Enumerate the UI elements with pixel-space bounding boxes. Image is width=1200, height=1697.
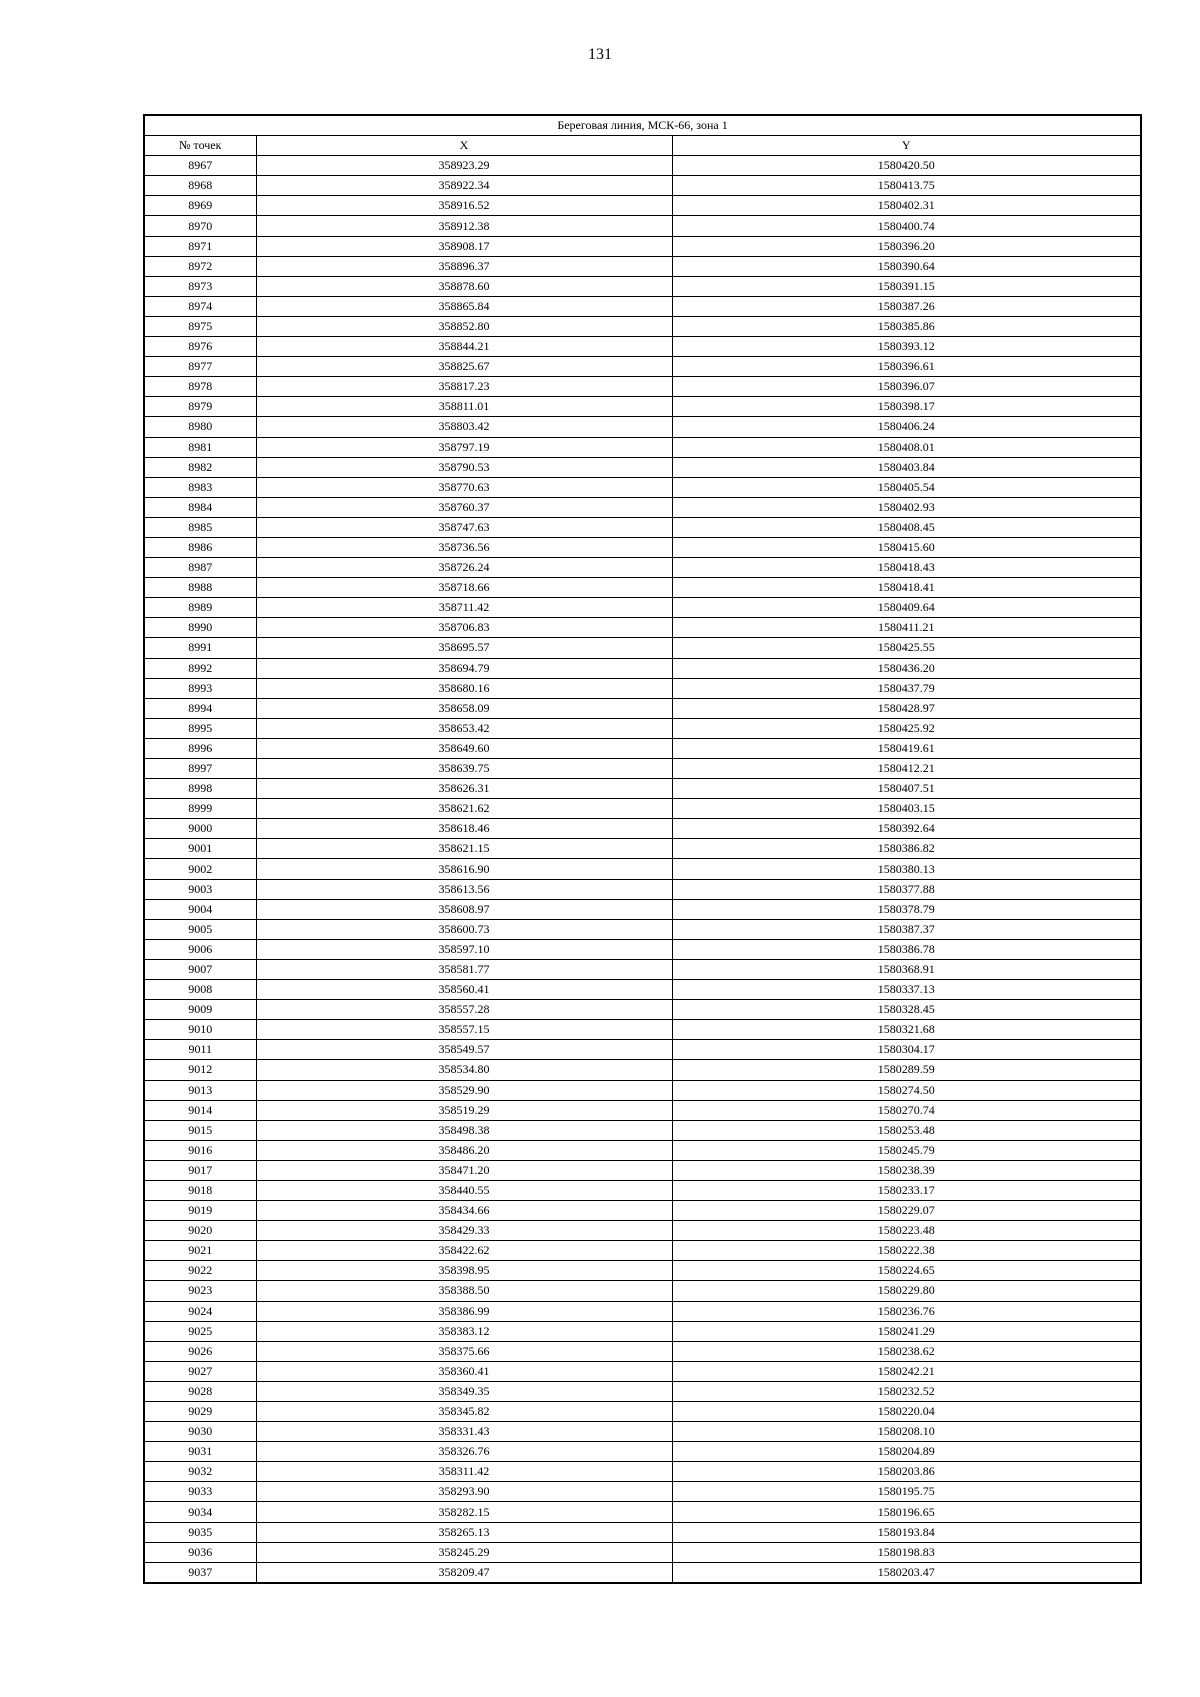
cell-point-number: 9017 [144,1160,256,1180]
cell-y: 1580220.04 [672,1402,1141,1422]
cell-point-number: 8967 [144,156,256,176]
cell-y: 1580405.54 [672,477,1141,497]
cell-x: 358639.75 [256,759,672,779]
cell-y: 1580387.37 [672,919,1141,939]
cell-x: 358811.01 [256,397,672,417]
table-row [144,377,1141,397]
cell-point-number: 8968 [144,176,256,196]
cell-y: 1580409.64 [672,598,1141,618]
table-row [144,1241,1141,1261]
table-row [144,337,1141,357]
cell-y: 1580377.88 [672,879,1141,899]
cell-point-number: 9000 [144,819,256,839]
cell-y: 1580198.83 [672,1542,1141,1562]
cell-point-number: 8969 [144,196,256,216]
table-row [144,1080,1141,1100]
table-row [144,276,1141,296]
table-header-row [144,136,1141,156]
cell-x: 358923.29 [256,156,672,176]
cell-point-number: 8971 [144,236,256,256]
cell-y: 1580396.20 [672,236,1141,256]
table-row [144,196,1141,216]
cell-x: 358896.37 [256,256,672,276]
cell-point-number: 9005 [144,919,256,939]
column-header-point-number: № точек [144,136,256,156]
cell-y: 1580408.45 [672,517,1141,537]
cell-y: 1580402.93 [672,497,1141,517]
cell-y: 1580232.52 [672,1381,1141,1401]
table-row [144,1381,1141,1401]
table-row [144,1020,1141,1040]
table-row [144,598,1141,618]
cell-x: 358616.90 [256,859,672,879]
table-row [144,638,1141,658]
cell-x: 358621.62 [256,799,672,819]
cell-y: 1580229.80 [672,1281,1141,1301]
cell-x: 358345.82 [256,1402,672,1422]
cell-point-number: 8989 [144,598,256,618]
cell-y: 1580368.91 [672,959,1141,979]
table-row [144,437,1141,457]
table-row [144,1201,1141,1221]
cell-x: 358760.37 [256,497,672,517]
cell-y: 1580413.75 [672,176,1141,196]
cell-point-number: 9004 [144,899,256,919]
table-row [144,256,1141,276]
cell-y: 1580378.79 [672,899,1141,919]
cell-y: 1580403.84 [672,457,1141,477]
cell-x: 358498.38 [256,1120,672,1140]
cell-point-number: 8999 [144,799,256,819]
cell-point-number: 8990 [144,618,256,638]
cell-y: 1580418.43 [672,558,1141,578]
cell-y: 1580393.12 [672,337,1141,357]
cell-point-number: 8979 [144,397,256,417]
cell-point-number: 9023 [144,1281,256,1301]
table-row [144,1281,1141,1301]
cell-point-number: 9033 [144,1482,256,1502]
cell-y: 1580204.89 [672,1442,1141,1462]
cell-y: 1580420.50 [672,156,1141,176]
cell-x: 358718.66 [256,578,672,598]
cell-x: 358386.99 [256,1301,672,1321]
cell-x: 358908.17 [256,236,672,256]
cell-y: 1580407.51 [672,779,1141,799]
cell-x: 358429.33 [256,1221,672,1241]
cell-x: 358695.57 [256,638,672,658]
cell-y: 1580193.84 [672,1522,1141,1542]
table-row [144,839,1141,859]
cell-point-number: 8994 [144,698,256,718]
table-row [144,216,1141,236]
cell-point-number: 8987 [144,558,256,578]
cell-x: 358865.84 [256,296,672,316]
cell-x: 358209.47 [256,1562,672,1583]
cell-y: 1580274.50 [672,1080,1141,1100]
cell-y: 1580400.74 [672,216,1141,236]
cell-point-number: 8998 [144,779,256,799]
table-row [144,1502,1141,1522]
cell-y: 1580270.74 [672,1100,1141,1120]
cell-point-number: 8974 [144,296,256,316]
cell-point-number: 9016 [144,1140,256,1160]
cell-point-number: 8982 [144,457,256,477]
cell-point-number: 9036 [144,1542,256,1562]
cell-y: 1580229.07 [672,1201,1141,1221]
cell-x: 358600.73 [256,919,672,939]
cell-x: 358293.90 [256,1482,672,1502]
cell-x: 358519.29 [256,1100,672,1120]
table-row [144,759,1141,779]
table-row [144,1060,1141,1080]
cell-y: 1580391.15 [672,276,1141,296]
cell-point-number: 9022 [144,1261,256,1281]
cell-x: 358878.60 [256,276,672,296]
table-row [144,1040,1141,1060]
cell-x: 358608.97 [256,899,672,919]
cell-y: 1580403.15 [672,799,1141,819]
cell-point-number: 9029 [144,1402,256,1422]
cell-x: 358626.31 [256,779,672,799]
cell-x: 358326.76 [256,1442,672,1462]
cell-y: 1580411.21 [672,618,1141,638]
cell-x: 358916.52 [256,196,672,216]
cell-x: 358747.63 [256,517,672,537]
table-row [144,1422,1141,1442]
table-row [144,678,1141,698]
cell-x: 358803.42 [256,417,672,437]
table-caption-row [144,115,1141,136]
cell-point-number: 9031 [144,1442,256,1462]
cell-x: 358844.21 [256,337,672,357]
cell-y: 1580415.60 [672,537,1141,557]
table-row [144,718,1141,738]
cell-y: 1580406.24 [672,417,1141,437]
cell-point-number: 9015 [144,1120,256,1140]
table-row [144,537,1141,557]
table-row [144,457,1141,477]
table-row [144,819,1141,839]
cell-x: 358597.10 [256,939,672,959]
table-row [144,1301,1141,1321]
cell-point-number: 8981 [144,437,256,457]
cell-point-number: 8988 [144,578,256,598]
cell-y: 1580289.59 [672,1060,1141,1080]
table-row [144,578,1141,598]
cell-y: 1580392.64 [672,819,1141,839]
table-row [144,899,1141,919]
cell-y: 1580203.86 [672,1462,1141,1482]
cell-point-number: 8970 [144,216,256,236]
table-row [144,1361,1141,1381]
table-row [144,879,1141,899]
table-row [144,477,1141,497]
cell-point-number: 8986 [144,537,256,557]
cell-point-number: 8992 [144,658,256,678]
table-row [144,497,1141,517]
cell-point-number: 9027 [144,1361,256,1381]
table-row [144,1120,1141,1140]
table-row [144,296,1141,316]
cell-x: 358922.34 [256,176,672,196]
cell-point-number: 9014 [144,1100,256,1120]
table-caption: Береговая линия, МСК-66, зона 1 [144,115,1141,136]
page-number: 131 [588,46,612,63]
table-row [144,236,1141,256]
cell-x: 358618.46 [256,819,672,839]
table-row [144,738,1141,758]
cell-x: 358282.15 [256,1502,672,1522]
cell-point-number: 9020 [144,1221,256,1241]
cell-x: 358245.29 [256,1542,672,1562]
cell-x: 358557.28 [256,1000,672,1020]
cell-point-number: 8977 [144,357,256,377]
table-row [144,859,1141,879]
table-row [144,658,1141,678]
table-row [144,1341,1141,1361]
cell-point-number: 9009 [144,1000,256,1020]
table-row [144,1140,1141,1160]
cell-y: 1580208.10 [672,1422,1141,1442]
cell-x: 358736.56 [256,537,672,557]
table-row [144,1402,1141,1422]
table-row [144,618,1141,638]
cell-x: 358557.15 [256,1020,672,1040]
table-body [144,156,1141,1583]
table-row [144,1100,1141,1120]
cell-y: 1580408.01 [672,437,1141,457]
cell-x: 358349.35 [256,1381,672,1401]
table-row [144,1221,1141,1241]
cell-x: 358817.23 [256,377,672,397]
cell-x: 358560.41 [256,980,672,1000]
cell-x: 358434.66 [256,1201,672,1221]
table-row [144,779,1141,799]
cell-y: 1580304.17 [672,1040,1141,1060]
table-row [144,980,1141,1000]
cell-point-number: 8980 [144,417,256,437]
column-header-x: X [256,136,672,156]
table-row [144,417,1141,437]
cell-point-number: 9032 [144,1462,256,1482]
cell-x: 358825.67 [256,357,672,377]
cell-point-number: 8973 [144,276,256,296]
cell-y: 1580398.17 [672,397,1141,417]
cell-y: 1580321.68 [672,1020,1141,1040]
table-row [144,316,1141,336]
cell-x: 358852.80 [256,316,672,336]
cell-y: 1580412.21 [672,759,1141,779]
cell-x: 358711.42 [256,598,672,618]
cell-point-number: 9019 [144,1201,256,1221]
cell-x: 358486.20 [256,1140,672,1160]
table-row [144,357,1141,377]
cell-point-number: 9025 [144,1321,256,1341]
cell-y: 1580222.38 [672,1241,1141,1261]
table-row [144,919,1141,939]
cell-point-number: 9007 [144,959,256,979]
cell-x: 358694.79 [256,658,672,678]
cell-y: 1580337.13 [672,980,1141,1000]
cell-x: 358398.95 [256,1261,672,1281]
table-row [144,1321,1141,1341]
cell-y: 1580245.79 [672,1140,1141,1160]
cell-point-number: 8975 [144,316,256,336]
cell-point-number: 8997 [144,759,256,779]
table-row [144,1482,1141,1502]
cell-point-number: 9030 [144,1422,256,1442]
cell-point-number: 8978 [144,377,256,397]
cell-point-number: 9012 [144,1060,256,1080]
coordinates-table [143,114,1142,1584]
cell-point-number: 9021 [144,1241,256,1261]
table-row [144,1462,1141,1482]
cell-x: 358680.16 [256,678,672,698]
table-row [144,799,1141,819]
cell-y: 1580241.29 [672,1321,1141,1341]
cell-point-number: 8991 [144,638,256,658]
table-row [144,156,1141,176]
cell-point-number: 8995 [144,718,256,738]
cell-y: 1580386.82 [672,839,1141,859]
cell-y: 1580386.78 [672,939,1141,959]
cell-point-number: 9024 [144,1301,256,1321]
cell-x: 358790.53 [256,457,672,477]
table-row [144,1522,1141,1542]
cell-point-number: 8984 [144,497,256,517]
cell-x: 358797.19 [256,437,672,457]
cell-y: 1580238.62 [672,1341,1141,1361]
cell-x: 358621.15 [256,839,672,859]
cell-y: 1580385.86 [672,316,1141,336]
cell-y: 1580242.21 [672,1361,1141,1381]
cell-x: 358770.63 [256,477,672,497]
cell-x: 358388.50 [256,1281,672,1301]
cell-point-number: 9037 [144,1562,256,1583]
cell-y: 1580380.13 [672,859,1141,879]
cell-x: 358331.43 [256,1422,672,1442]
cell-y: 1580436.20 [672,658,1141,678]
table-row [144,939,1141,959]
cell-y: 1580195.75 [672,1482,1141,1502]
table-row [144,517,1141,537]
cell-y: 1580328.45 [672,1000,1141,1020]
cell-y: 1580425.55 [672,638,1141,658]
cell-point-number: 8983 [144,477,256,497]
cell-x: 358471.20 [256,1160,672,1180]
cell-x: 358912.38 [256,216,672,236]
cell-point-number: 9002 [144,859,256,879]
cell-y: 1580428.97 [672,698,1141,718]
table-row [144,959,1141,979]
cell-y: 1580396.07 [672,377,1141,397]
cell-y: 1580224.65 [672,1261,1141,1281]
cell-x: 358653.42 [256,718,672,738]
table-row [144,176,1141,196]
cell-point-number: 9018 [144,1180,256,1200]
cell-point-number: 9008 [144,980,256,1000]
cell-x: 358649.60 [256,738,672,758]
cell-y: 1580437.79 [672,678,1141,698]
cell-y: 1580223.48 [672,1221,1141,1241]
cell-point-number: 8996 [144,738,256,758]
cell-y: 1580236.76 [672,1301,1141,1321]
cell-point-number: 9028 [144,1381,256,1401]
cell-x: 358581.77 [256,959,672,979]
cell-x: 358383.12 [256,1321,672,1341]
cell-point-number: 9001 [144,839,256,859]
cell-x: 358534.80 [256,1060,672,1080]
cell-point-number: 8985 [144,517,256,537]
cell-y: 1580387.26 [672,296,1141,316]
cell-x: 358440.55 [256,1180,672,1200]
cell-y: 1580390.64 [672,256,1141,276]
cell-y: 1580203.47 [672,1562,1141,1583]
cell-point-number: 9034 [144,1502,256,1522]
cell-x: 358311.42 [256,1462,672,1482]
table-row [144,1000,1141,1020]
column-header-y: Y [672,136,1141,156]
cell-x: 358265.13 [256,1522,672,1542]
cell-point-number: 9011 [144,1040,256,1060]
table-row [144,698,1141,718]
table-row [144,1160,1141,1180]
table-row [144,397,1141,417]
cell-point-number: 9035 [144,1522,256,1542]
cell-y: 1580238.39 [672,1160,1141,1180]
cell-y: 1580253.48 [672,1120,1141,1140]
table-row [144,1442,1141,1462]
cell-y: 1580233.17 [672,1180,1141,1200]
cell-point-number: 9026 [144,1341,256,1361]
table-row [144,558,1141,578]
cell-y: 1580419.61 [672,738,1141,758]
cell-x: 358613.56 [256,879,672,899]
table-row [144,1261,1141,1281]
cell-x: 358422.62 [256,1241,672,1261]
cell-point-number: 9003 [144,879,256,899]
cell-x: 358549.57 [256,1040,672,1060]
cell-y: 1580418.41 [672,578,1141,598]
cell-point-number: 9010 [144,1020,256,1040]
cell-x: 358375.66 [256,1341,672,1361]
cell-x: 358706.83 [256,618,672,638]
table-row [144,1542,1141,1562]
cell-x: 358658.09 [256,698,672,718]
table-row [144,1180,1141,1200]
cell-x: 358360.41 [256,1361,672,1381]
cell-point-number: 8972 [144,256,256,276]
cell-point-number: 9013 [144,1080,256,1100]
cell-y: 1580196.65 [672,1502,1141,1522]
cell-y: 1580402.31 [672,196,1141,216]
cell-y: 1580396.61 [672,357,1141,377]
cell-point-number: 9006 [144,939,256,959]
cell-point-number: 8993 [144,678,256,698]
cell-x: 358726.24 [256,558,672,578]
cell-x: 358529.90 [256,1080,672,1100]
cell-point-number: 8976 [144,337,256,357]
cell-y: 1580425.92 [672,718,1141,738]
table-row [144,1562,1141,1583]
